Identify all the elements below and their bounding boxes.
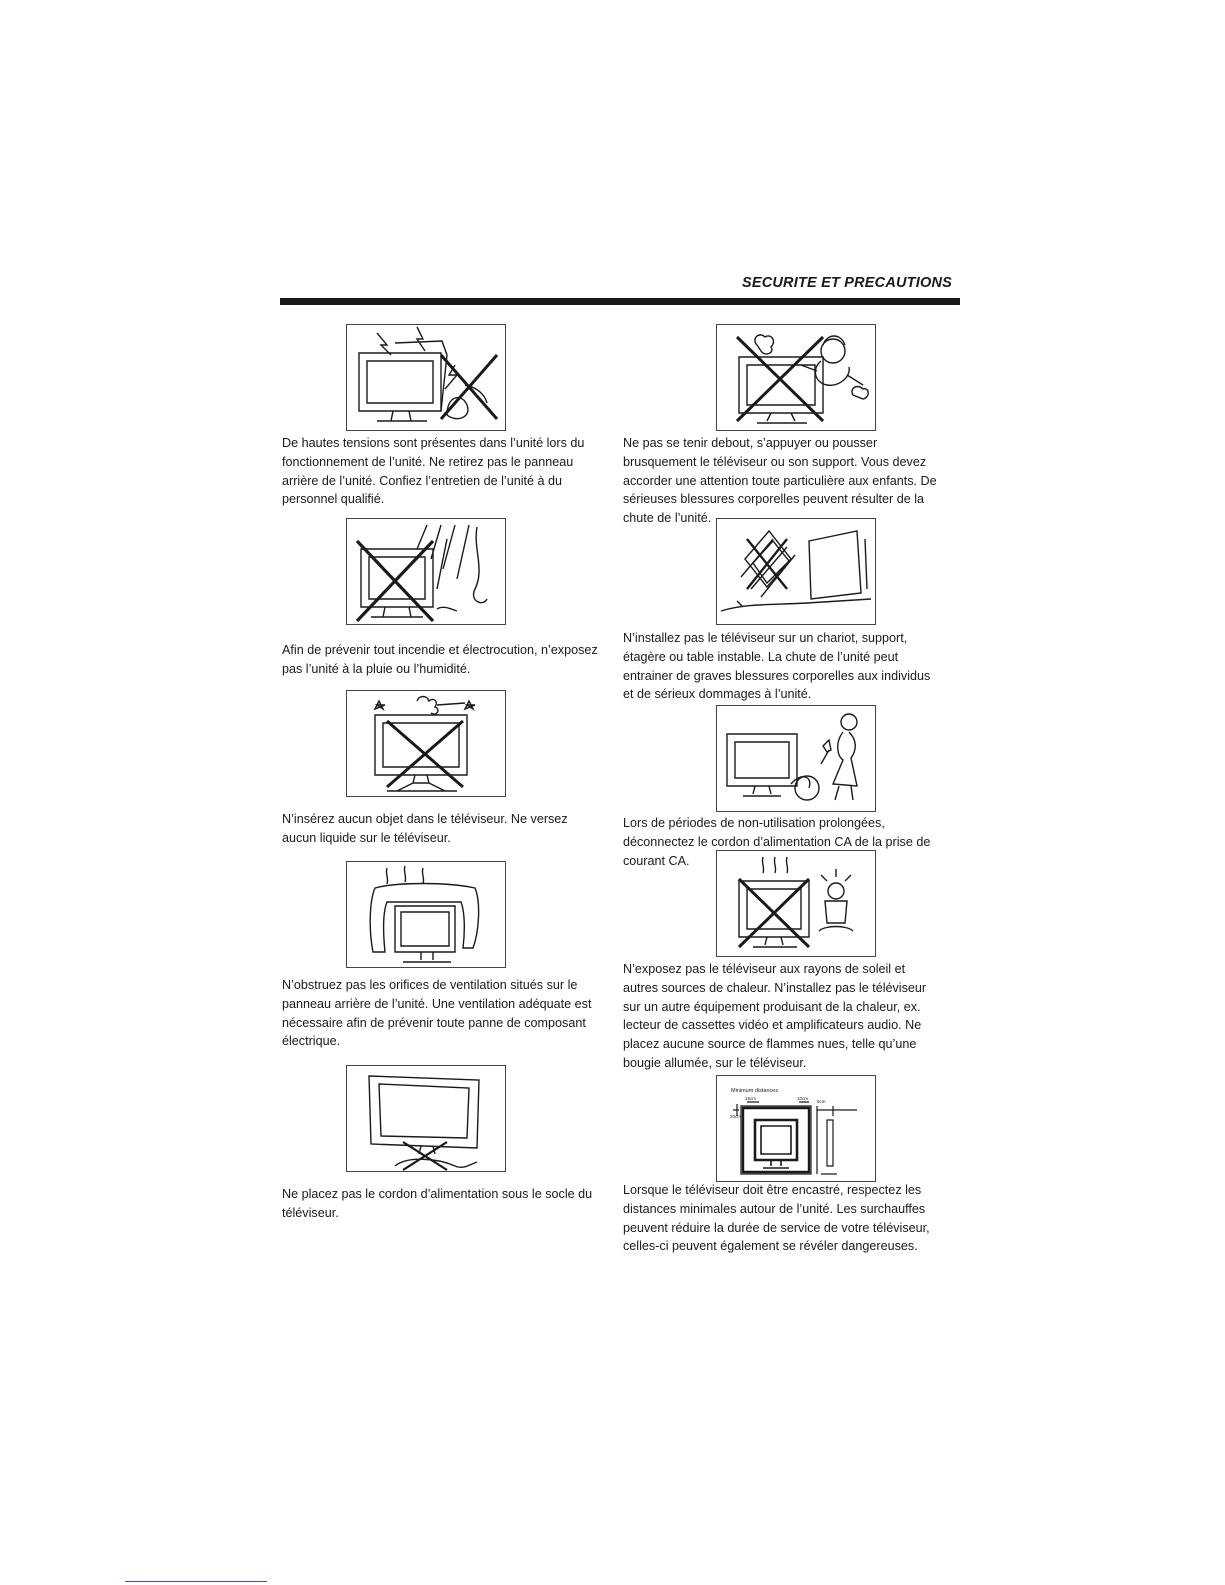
warning-text: N’installez pas le téléviseur sur un chariot, support, étagère ou table instable. La chute de l’unité peut entrainer de graves blessures corporelles aux individus et de sérieux dommages à l’unité.	[623, 631, 931, 702]
warning-text: N’exposez pas le téléviseur aux rayons de soleil et autres sources de chaleur. N’installez pas le téléviseur sur un autre équipement produisant de la chaleur, ex. lecteur de cassettes vidéo et amplificateurs audio. Ne placez aucune source de flammes nues, telle qu’une bougie allumée, sur le téléviseur.	[623, 962, 927, 1070]
footer-link-underline	[125, 1581, 267, 1582]
tv-heat-source-icon	[716, 850, 876, 957]
tv-rain-icon	[346, 518, 506, 625]
warning-text: Lorsque le téléviseur doit être encastré, respectez les distances minimales autour de l’unité. Les surchauffes peuvent réduire la durée de service de votre téléviseur, celles-ci peuvent également se révéler dangereuses.	[623, 1183, 930, 1254]
warning-text: Ne placez pas le cordon d’alimentation sous le socle du téléviseur.	[282, 1187, 593, 1220]
distance-label: 5cm	[817, 1099, 826, 1104]
child-climbing-tv-icon	[716, 324, 876, 431]
warning-text: N’obstruez pas les orifices de ventilation situés sur le panneau arrière de l’unité. Une ventilation adéquate est nécessaire afin de prévenir toute panne de composant électrique.	[282, 978, 592, 1049]
page-title: SECURITE ET PRECAUTIONS	[741, 275, 952, 291]
tv-covered-icon	[346, 861, 506, 968]
warning-text: Ne pas se tenir debout, s’appuyer ou pousser brusquement le téléviseur ou son support. Vous devez accorder une attention toute particulière aux enfants. De sérieuses blessures corporelles peuvent résulter de la chute de l’unité.	[623, 436, 937, 526]
unplug-power-cord-icon	[716, 705, 876, 812]
distance-label: 15cm	[745, 1096, 757, 1101]
minimum-distances-diagram-icon	[716, 1075, 876, 1182]
tv-cord-under-stand-icon	[346, 1065, 506, 1172]
tv-back-cover-shock-icon	[346, 324, 506, 431]
warning-text: Afin de prévenir tout incendie et électrocution, n’exposez pas l’unité à la pluie ou l’humidité.	[282, 643, 598, 676]
distance-label: 20cm	[730, 1114, 742, 1119]
warning-text: N’insérez aucun objet dans le téléviseur. Ne versez aucun liquide sur le téléviseur.	[282, 812, 568, 845]
warning-text: De hautes tensions sont présentes dans l’unité lors du fonctionnement de l’unité. Ne retirez pas le panneau arrière de l’unité. Confiez l’entretien de l’unité à du personnel qualifié.	[282, 436, 585, 507]
warning-text: Lors de périodes de non-utilisation prolongées, déconnectez le cordon d’alimentation CA de la prise de courant CA.	[623, 816, 931, 868]
distance-label: 10cm	[797, 1096, 809, 1101]
tv-unstable-stand-icon	[716, 518, 876, 625]
title-rule	[280, 298, 960, 305]
diagram-title: Minimum distances	[731, 1088, 779, 1094]
tv-objects-liquid-icon	[346, 690, 506, 797]
